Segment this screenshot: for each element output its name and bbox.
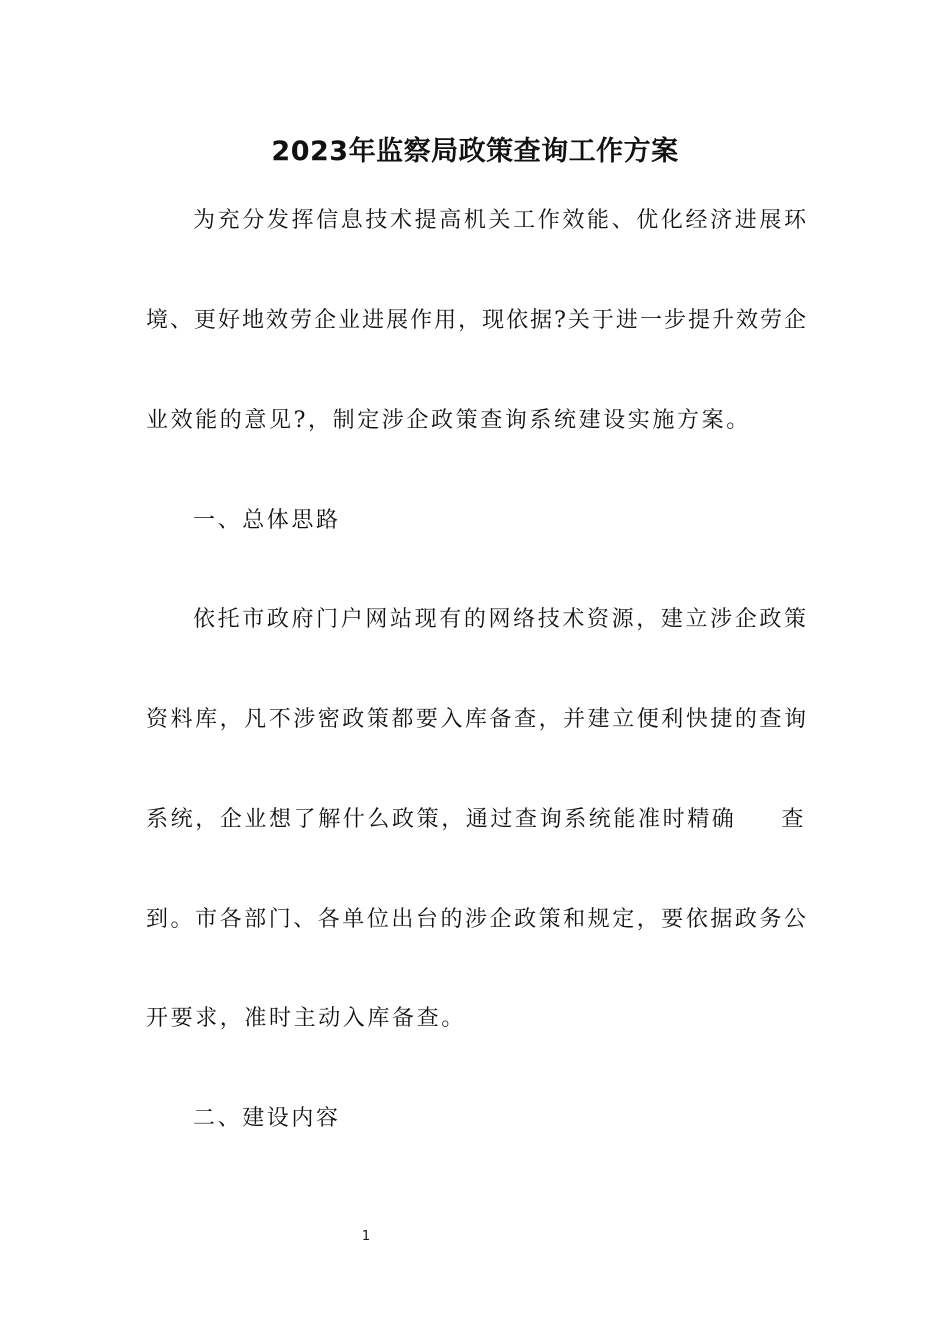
intro-line-2: 境、更好地效劳企业进展作用，现依据?关于进一步提升效劳企	[146, 308, 806, 333]
section1-line-1: 依托市政府门户网站现有的网络技术资源，建立涉企政策	[193, 607, 806, 632]
section1-line-3-tail: 查	[781, 807, 806, 832]
section1-line-4: 到。市各部门、各单位出台的涉企政策和规定，要依据政务公	[146, 907, 806, 932]
intro-line-3: 业效能的意见?，制定涉企政策查询系统建设实施方案。	[146, 408, 751, 433]
intro-line-1: 为充分发挥信息技术提高机关工作效能、优化经济进展环	[193, 208, 806, 233]
section1-line-3	[146, 804, 806, 836]
section1-line-3-main: 系统，企业想了解什么政策，通过查询系统能准时精确	[146, 807, 737, 832]
section1-line-5: 开要求，准时主动入库备查。	[146, 1006, 466, 1031]
page-number: 1	[361, 1229, 371, 1244]
section2-heading: 二、建设内容	[193, 1106, 341, 1131]
section1-line-2: 资料库，凡不涉密政策都要入库备查，并建立便利快捷的查询	[146, 707, 806, 732]
section1-heading: 一、总体思路	[193, 508, 341, 533]
document-title: 2023年监察局政策查询工作方案	[271, 136, 679, 167]
